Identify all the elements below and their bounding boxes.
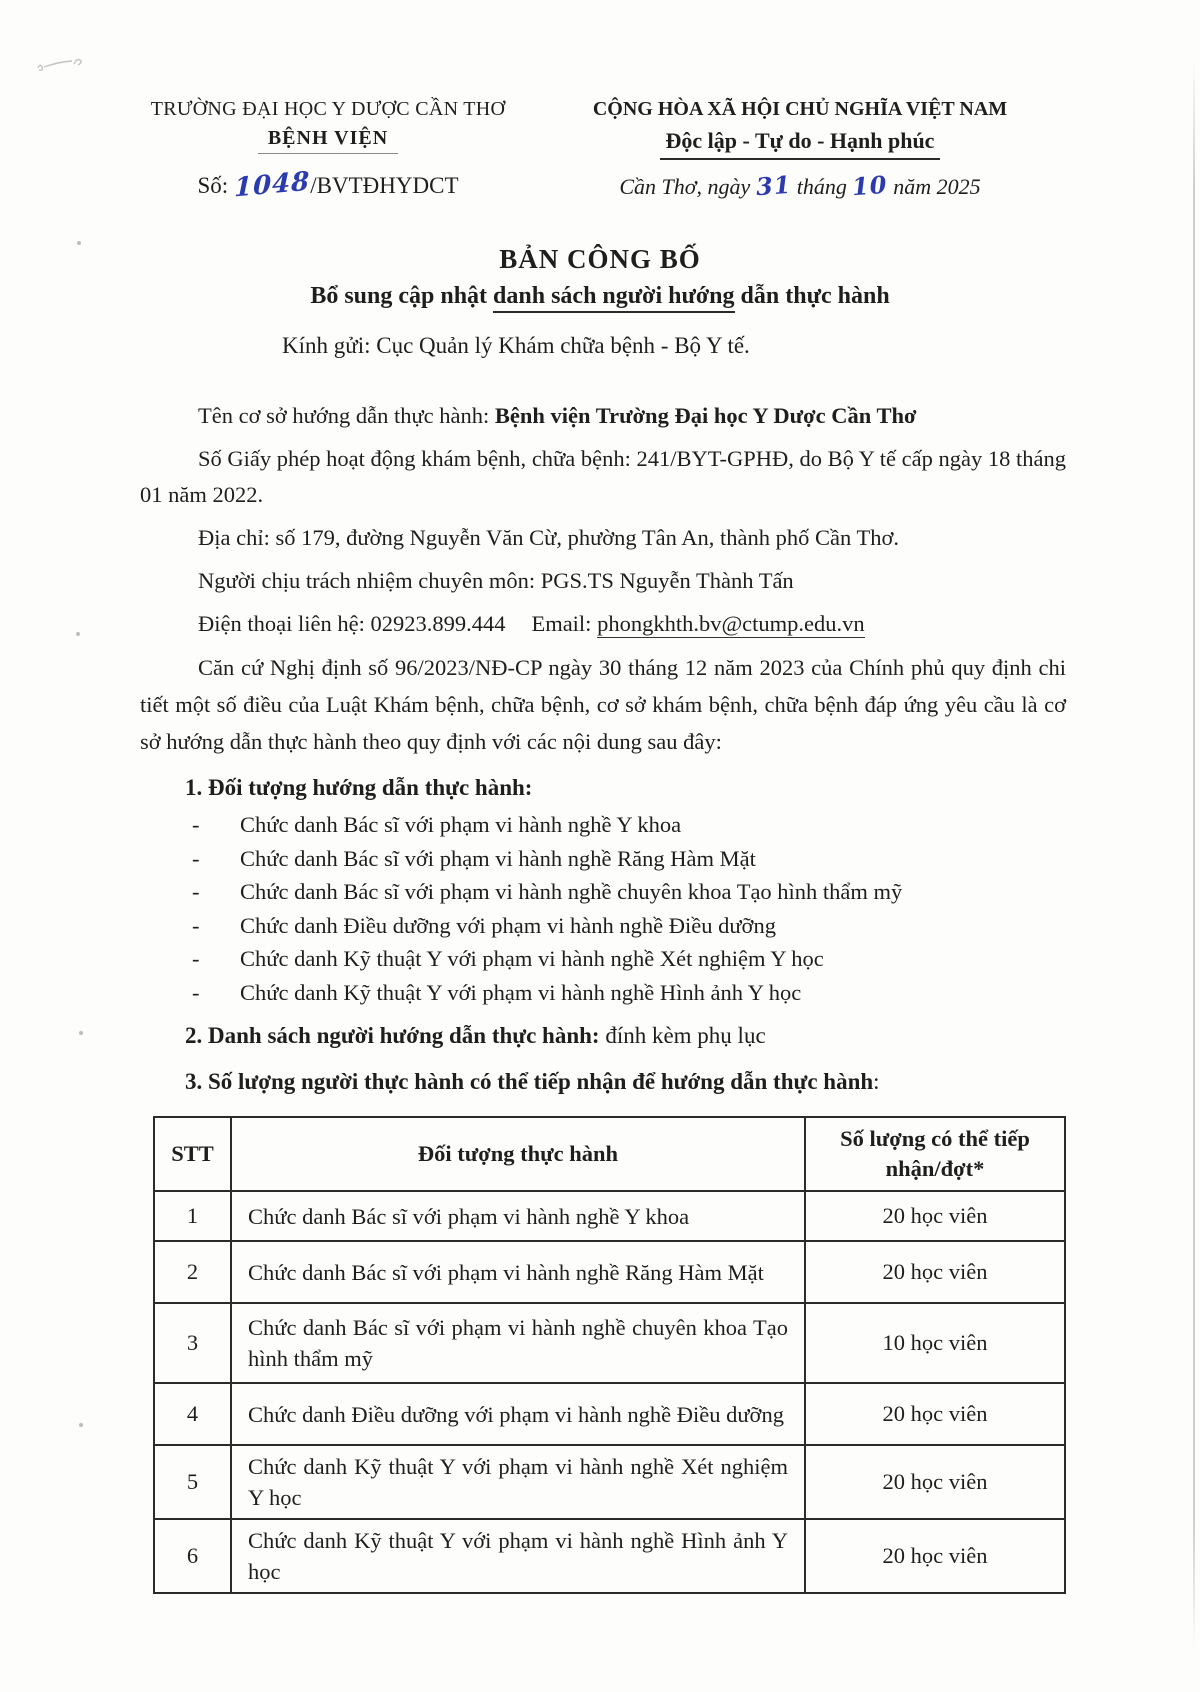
row-quantity: 20 học viên [805, 1191, 1065, 1241]
dash-bullet: - [192, 946, 200, 971]
row-subject: Chức danh Điều dưỡng với phạm vi hành nghề Điều dưỡng [231, 1383, 805, 1445]
list-item-text: Chức danh Bác sĩ với phạm vi hành nghề Răng Hàm Mặt [240, 845, 756, 871]
handwritten-number: 1048 [233, 166, 311, 204]
list-item [140, 911, 1066, 942]
table-header-row [154, 1117, 1065, 1191]
table-row [154, 1445, 1065, 1519]
row-subject: Chức danh Kỹ thuật Y với phạm vi hành nghề Hình ảnh Y học [231, 1519, 805, 1593]
scan-speck [76, 632, 80, 636]
list-item-text: Chức danh Bác sĩ với phạm vi hành nghề Y khoa [240, 812, 682, 837]
dash-bullet: - [192, 845, 200, 871]
dash-bullet: - [192, 812, 200, 837]
row-subject: Chức danh Bác sĩ với phạm vi hành nghề chuyên khoa Tạo hình thẩm mỹ [231, 1303, 805, 1383]
facility-label: Tên cơ sở hướng dẫn thực hành: [198, 403, 495, 428]
document-number-line [128, 166, 528, 204]
facility-name: Bệnh viện Trường Đại học Y Dược Cần Thơ [494, 403, 917, 428]
row-quantity: 20 học viên [805, 1241, 1065, 1303]
list-item [140, 978, 1066, 1009]
table-row [154, 1519, 1065, 1593]
practice-target-list [140, 810, 1066, 1008]
row-stt: 4 [154, 1383, 231, 1445]
national-motto: Độc lập - Tự do - Hạnh phúc [660, 128, 941, 160]
email-label: Email: [531, 611, 598, 636]
document-header [0, 98, 1200, 204]
facility-line [140, 398, 1066, 434]
document-body [140, 398, 1066, 1594]
handwritten-month: 10 [851, 169, 889, 202]
dash-bullet: - [192, 912, 200, 938]
org-name: TRƯỜNG ĐẠI HỌC Y DƯỢC CẦN THƠ [150, 98, 506, 120]
list-item [140, 877, 1066, 908]
number-prefix: Số: [197, 173, 229, 198]
section2-heading [140, 1018, 1066, 1054]
issuing-org-block [128, 98, 528, 204]
header-stt: STT [154, 1117, 231, 1191]
row-quantity: 10 học viên [805, 1303, 1065, 1383]
section3-bold: 3. Số lượng người thực hành có thể tiếp nhận để hướng dẫn thực hành [185, 1069, 874, 1094]
table-row [154, 1241, 1065, 1303]
section1-heading: 1. Đối tượng hướng dẫn thực hành: [185, 775, 533, 800]
place-date-pre: Cần Thơ, ngày [619, 174, 751, 199]
section3-heading [140, 1064, 1066, 1100]
email-address: phongkhth.bv@ctump.edu.vn [597, 611, 865, 636]
header-quantity: Số lượng có thể tiếp nhận/đợt* [805, 1117, 1065, 1191]
legal-basis-paragraph: Căn cứ Nghị định số 96/2023/NĐ-CP ngày 30 tháng 12 năm 2023 của Chính phủ quy định chi tiết một số điều của Luật Khám bệnh, chữa bệnh, cơ sở khám bệnh, chữa bệnh đáp ứng yêu cầu là cơ sở hướng dẫn thực hành theo quy định với các nội dung sau đây: [140, 655, 1066, 754]
dash-bullet: - [192, 979, 200, 1005]
list-item-text: Chức danh Kỹ thuật Y với phạm vi hành nghề Xét nghiệm Y học [240, 946, 824, 971]
handwritten-day: 31 [754, 169, 793, 202]
place-date-line [540, 171, 1060, 200]
row-stt: 2 [154, 1241, 231, 1303]
section2-bold: 2. Danh sách người hướng dẫn thực hành: [185, 1023, 600, 1048]
section2-rest: đính kèm phụ lục [599, 1023, 766, 1048]
subtitle-pre: Bổ sung cập nhật [310, 283, 494, 309]
month-word: tháng [796, 174, 847, 199]
phone-number: Điện thoại liên hệ: 02923.899.444 [198, 611, 506, 636]
row-stt: 1 [154, 1191, 231, 1241]
document-title: BẢN CÔNG BỐ [499, 244, 701, 274]
org-unit: BỆNH VIỆN [258, 127, 398, 154]
section3-colon: : [873, 1069, 880, 1094]
row-stt: 3 [154, 1303, 231, 1383]
table-row [154, 1191, 1065, 1241]
header-subject: Đối tượng thực hành [231, 1117, 805, 1191]
scan-speck [79, 1031, 83, 1035]
row-stt: 6 [154, 1519, 231, 1593]
subtitle-underlined: danh sách người hướng [493, 283, 734, 313]
document-subtitle [0, 283, 1200, 310]
list-item [140, 844, 1066, 875]
number-suffix: /BVTĐHYDCT [310, 173, 459, 198]
list-item-text: Chức danh Bác sĩ với phạm vi hành nghề chuyên khoa Tạo hình thẩm mỹ [240, 879, 903, 904]
responsible-person-line: Người chịu trách nhiệm chuyên môn: PGS.TS Nguyễn Thành Tấn [198, 568, 794, 593]
list-item [140, 944, 1066, 975]
row-subject: Chức danh Bác sĩ với phạm vi hành nghề Y khoa [231, 1191, 805, 1241]
table-row [154, 1303, 1065, 1383]
list-item [140, 810, 1066, 841]
capacity-table [153, 1116, 1066, 1594]
country-title: CỘNG HÒA XÃ HỘI CHỦ NGHĨA VIỆT NAM [592, 98, 1008, 120]
row-subject: Chức danh Kỹ thuật Y với phạm vi hành nghề Xét nghiệm Y học [231, 1445, 805, 1519]
row-subject: Chức danh Bác sĩ với phạm vi hành nghề Răng Hàm Mặt [231, 1241, 805, 1303]
contact-line [140, 606, 1066, 642]
title-block [0, 244, 1200, 310]
license-line: Số Giấy phép hoạt động khám bệnh, chữa bệnh: 241/BYT-GPHĐ, do Bộ Y tế cấp ngày 18 tháng 01 năm 2022. [140, 446, 1066, 507]
row-stt: 5 [154, 1445, 231, 1519]
row-quantity: 20 học viên [805, 1383, 1065, 1445]
pencil-scribble-mark [30, 42, 110, 76]
row-quantity: 20 học viên [805, 1445, 1065, 1519]
scan-speck [79, 1423, 83, 1427]
national-motto-block [540, 98, 1060, 200]
list-item-text: Chức danh Kỹ thuật Y với phạm vi hành nghề Hình ảnh Y học [240, 979, 802, 1005]
subtitle-post: dẫn thực hành [734, 283, 890, 309]
list-item-text: Chức danh Điều dưỡng với phạm vi hành nghề Điều dưỡng [240, 912, 776, 938]
address-line: Địa chỉ: số 179, đường Nguyễn Văn Cừ, phường Tân An, thành phố Cần Thơ. [198, 525, 899, 550]
salutation-line: Kính gửi: Cục Quản lý Khám chữa bệnh - Bộ Y tế. [282, 333, 750, 358]
dash-bullet: - [192, 879, 200, 904]
row-quantity: 20 học viên [805, 1519, 1065, 1593]
year-word: năm 2025 [893, 174, 981, 199]
table-row [154, 1383, 1065, 1445]
